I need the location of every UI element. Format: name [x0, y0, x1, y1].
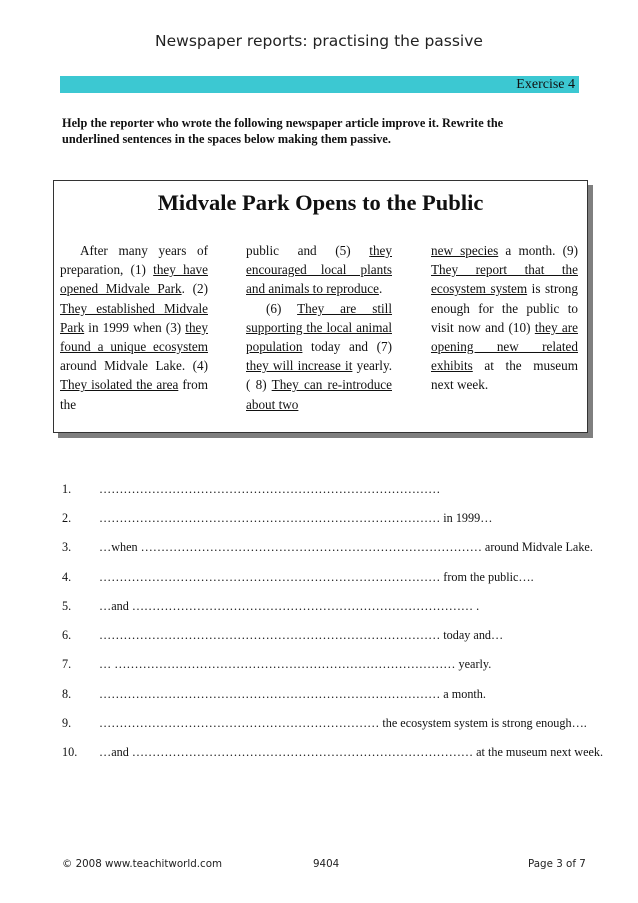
- answer-number: 2.: [62, 511, 72, 525]
- article-text: public and (5): [246, 243, 370, 258]
- underlined-sentence: they encouraged local plants and animals to reproduce: [246, 243, 392, 297]
- article-text: in 1999 when (3): [84, 319, 186, 335]
- page-header-title: Newspaper reports: practising the passive: [155, 32, 483, 50]
- answer-blank: ………………………………………………………………………… today and…: [99, 628, 504, 642]
- answer-number: 5.: [62, 599, 72, 613]
- answer-number: 1.: [62, 482, 72, 496]
- article-text: is strong enough for the public to visit now and (10): [431, 281, 578, 335]
- exercise-label: Exercise 4: [516, 77, 575, 92]
- answer-number: 9.: [62, 716, 72, 730]
- answer-blank: ………………………………………………………………………… a month.: [99, 687, 486, 701]
- article-text: at the museum next week.: [431, 358, 578, 393]
- article-text: yearly. ( 8): [246, 358, 392, 393]
- answer-blank: …………………………………………………………… the ecosystem system is strong enough….: [99, 716, 587, 730]
- answer-number: 6.: [62, 628, 72, 642]
- answer-blank: ………………………………………………………………………… in 1999…: [99, 511, 493, 525]
- article-text: a month. (9): [498, 243, 578, 258]
- underlined-sentence: they will increase it: [246, 358, 353, 374]
- underlined-sentence: They established Midvale Park: [60, 300, 208, 335]
- answer-number: 4.: [62, 570, 72, 584]
- instructions: Help the reporter who wrote the following newspaper article improve it. Rewrite the underlined sentences in the spaces below making them passive.: [62, 116, 504, 146]
- underlined-sentence: They report that the ecosystem system: [431, 262, 578, 297]
- article-column-3: [431, 241, 578, 395]
- answer-number: 7.: [62, 657, 72, 671]
- answer-blank: …when ………………………………………………………………………… around Midvale Lake.: [99, 540, 593, 554]
- answer-number: 3.: [62, 540, 72, 554]
- answer-number: 8.: [62, 687, 72, 701]
- footer-copyright: © 2008 www.teachitworld.com: [62, 858, 223, 870]
- answer-number: 10.: [62, 745, 78, 759]
- article-text: .: [378, 281, 383, 297]
- article-column-1: [60, 241, 208, 414]
- answer-blank: …and ………………………………………………………………………… at the museum next week.: [99, 745, 604, 759]
- underlined-sentence: they are opening new related exhibits: [431, 319, 578, 374]
- answer-blank: …and ………………………………………………………………………… .: [99, 599, 480, 613]
- article-text: . (2): [181, 281, 208, 297]
- answer-blank: …………………………………………………………………………: [99, 482, 441, 496]
- underlined-sentence: they have opened Midvale Park: [60, 262, 208, 297]
- article-text: (6): [266, 300, 298, 316]
- underlined-sentence: They can re-introduce about two: [246, 377, 392, 412]
- answer-blank: ………………………………………………………………………… from the public….: [99, 570, 534, 584]
- underlined-sentence: they found a unique ecosystem: [60, 319, 208, 355]
- underlined-sentence: They are still supporting the local animal population: [246, 300, 393, 355]
- article-text: around Midvale Lake. (4): [60, 358, 208, 374]
- answer-blank: … ………………………………………………………………………… yearly.: [99, 657, 492, 671]
- underlined-sentence: They isolated the area: [60, 377, 179, 393]
- footer-page-number: Page 3 of 7: [528, 858, 586, 870]
- article-title: Midvale Park Opens to the Public: [157, 190, 484, 215]
- article-text: today and (7): [302, 339, 392, 355]
- article-column-2: [246, 241, 392, 414]
- exercise-bar: [60, 76, 579, 93]
- underlined-sentence: new species: [431, 243, 499, 258]
- footer-code: 9404: [313, 858, 340, 870]
- article-text: from the: [60, 377, 208, 412]
- article-text: After many years of preparation, (1): [60, 243, 208, 278]
